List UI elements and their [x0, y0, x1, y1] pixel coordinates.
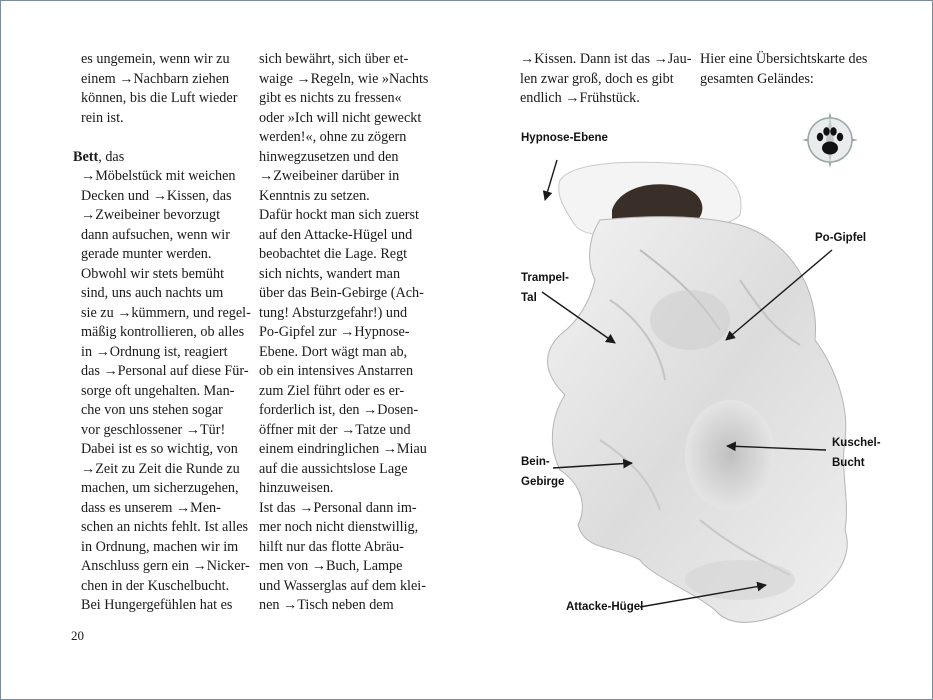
text-line: oder »Ich will nicht geweckt — [259, 109, 422, 126]
kuschelbucht-hollow — [685, 400, 775, 510]
text-line: auf die aussichtslose Lage — [259, 460, 408, 477]
text-line: →Zweibeiner darüber in — [259, 168, 400, 184]
text-line: hilft nur das flotte Abräu- — [259, 538, 404, 555]
text-line: einem →Nachbarn ziehen — [81, 70, 230, 87]
text-line: Obwohl wir stets bemüht — [81, 265, 225, 282]
text-line: dann aufsuchen, wenn wir — [81, 226, 230, 243]
text-line: mer noch nicht dienstwillig, — [259, 519, 419, 535]
map-label-po-gipfel: Po-Gipfel — [815, 232, 867, 244]
text-line: Anschluss gern ein →Nicker- — [81, 558, 250, 574]
text-line: hinwegzusetzen und den — [259, 148, 399, 165]
text-line: sorge oft ungehalten. Man- — [81, 382, 235, 399]
text-line: Dabei ist es so wichtig, von — [81, 441, 238, 457]
text-line: →Kissen. Dann ist das →Jau- — [520, 51, 692, 67]
text-line: hinzuweisen. — [259, 480, 334, 496]
text-line: waige →Regeln, wie »Nachts — [259, 70, 429, 87]
text-line: chen in der Kuschelbucht. — [81, 577, 230, 594]
map-label-bein-gebirge: Bein- Gebirge — [521, 456, 565, 488]
text-line: vor geschlossener →Tür! — [81, 421, 226, 438]
map-label-trampel-tal: Trampel- Tal — [521, 272, 569, 304]
text-line: men von →Buch, Lampe — [259, 558, 403, 574]
page-number: 20 — [71, 628, 84, 643]
text-line: und Wasserglas auf dem klei- — [259, 577, 426, 594]
map-label-hypnose-ebene: Hypnose-Ebene — [521, 132, 608, 144]
text-line: sie zu →kümmern, und regel- — [81, 304, 251, 321]
text-line: können, bis die Luft wieder — [81, 90, 238, 106]
text-line: sind, uns auch nachts um — [81, 285, 224, 301]
entry-headword: Bett — [73, 148, 99, 165]
paw-compass-icon — [802, 112, 858, 168]
text-line: es ungemein, wenn wir zu — [81, 51, 230, 67]
text-line: che von uns stehen sogar — [81, 402, 223, 418]
blanket-shadow — [685, 560, 795, 600]
text-line: tung! Absturzgefahr!) und — [259, 304, 408, 321]
entry-headword-suffix: , das — [98, 148, 125, 165]
text-line: werden!«, ohne zu zögern — [259, 129, 407, 145]
text-line: gerade munter werden. — [81, 246, 212, 262]
text-line: Po-Gipfel zur →Hypnose- — [259, 324, 410, 340]
text-line: das →Personal auf diese Für- — [81, 363, 249, 379]
text-line: dass es unserem →Men- — [81, 499, 221, 516]
text-line: rein ist. — [81, 109, 124, 126]
text-line: auf den Attacke-Hügel und — [259, 226, 413, 243]
text-line: ob ein intensives Anstarren — [259, 363, 414, 379]
text-line: einem eindringlichen →Miau — [259, 441, 427, 457]
text-line: in →Ordnung ist, reagiert — [81, 343, 228, 360]
text-line: →Zweibeiner bevorzugt — [81, 207, 221, 223]
text-line: sich bewährt, sich über et- — [259, 51, 409, 67]
text-line: über das Bein-Gebirge (Ach- — [259, 285, 424, 301]
text-line: Hier eine Übersichtskarte des — [700, 51, 868, 67]
map-label-kuschel-bucht: Kuschel- Bucht — [832, 437, 881, 469]
text-line: gesamten Geländes: — [700, 70, 814, 87]
text-line: machen, um sicherzugehen, — [81, 480, 239, 496]
text-line: nen →Tisch neben dem — [259, 597, 394, 613]
blanket-shadow — [650, 290, 730, 350]
text-line: →Möbelstück mit weichen — [81, 168, 236, 184]
text-line: gibt es nichts zu fressen« — [259, 90, 402, 106]
arrow-hypnose-ebene — [545, 160, 557, 200]
text-line: Kenntnis zu setzen. — [259, 187, 370, 204]
text-line: forderlich ist, den →Dosen- — [259, 402, 419, 418]
text-line: in Ordnung, machen wir im — [81, 538, 239, 555]
text-line: öffner mit der →Tatze und — [259, 421, 411, 438]
text-line: Bei Hungergefühlen hat es — [81, 597, 233, 613]
text-line: Ist das →Personal dann im- — [259, 499, 417, 516]
text-line: endlich →Frühstück. — [520, 90, 640, 106]
text-line: schen an nichts fehlt. Ist alles — [81, 519, 249, 535]
map-label-attacke-huegel: Attacke-Hügel — [566, 601, 644, 613]
text-line: len zwar groß, doch es gibt — [520, 70, 674, 87]
text-line: Dafür hockt man sich zuerst — [259, 207, 419, 223]
text-line: zum Ziel führt oder es er- — [259, 382, 405, 399]
text-line: →Zeit zu Zeit die Runde zu — [81, 460, 240, 477]
text-line: mäßig kontrollieren, ob alles — [81, 324, 245, 340]
text-line: sich nichts, wandert man — [259, 265, 401, 282]
text-line: Decken und →Kissen, das — [81, 187, 232, 204]
text-line: Ebene. Dort wägt man ab, — [259, 343, 408, 360]
text-line: beobachtet die Lage. Regt — [259, 246, 408, 262]
